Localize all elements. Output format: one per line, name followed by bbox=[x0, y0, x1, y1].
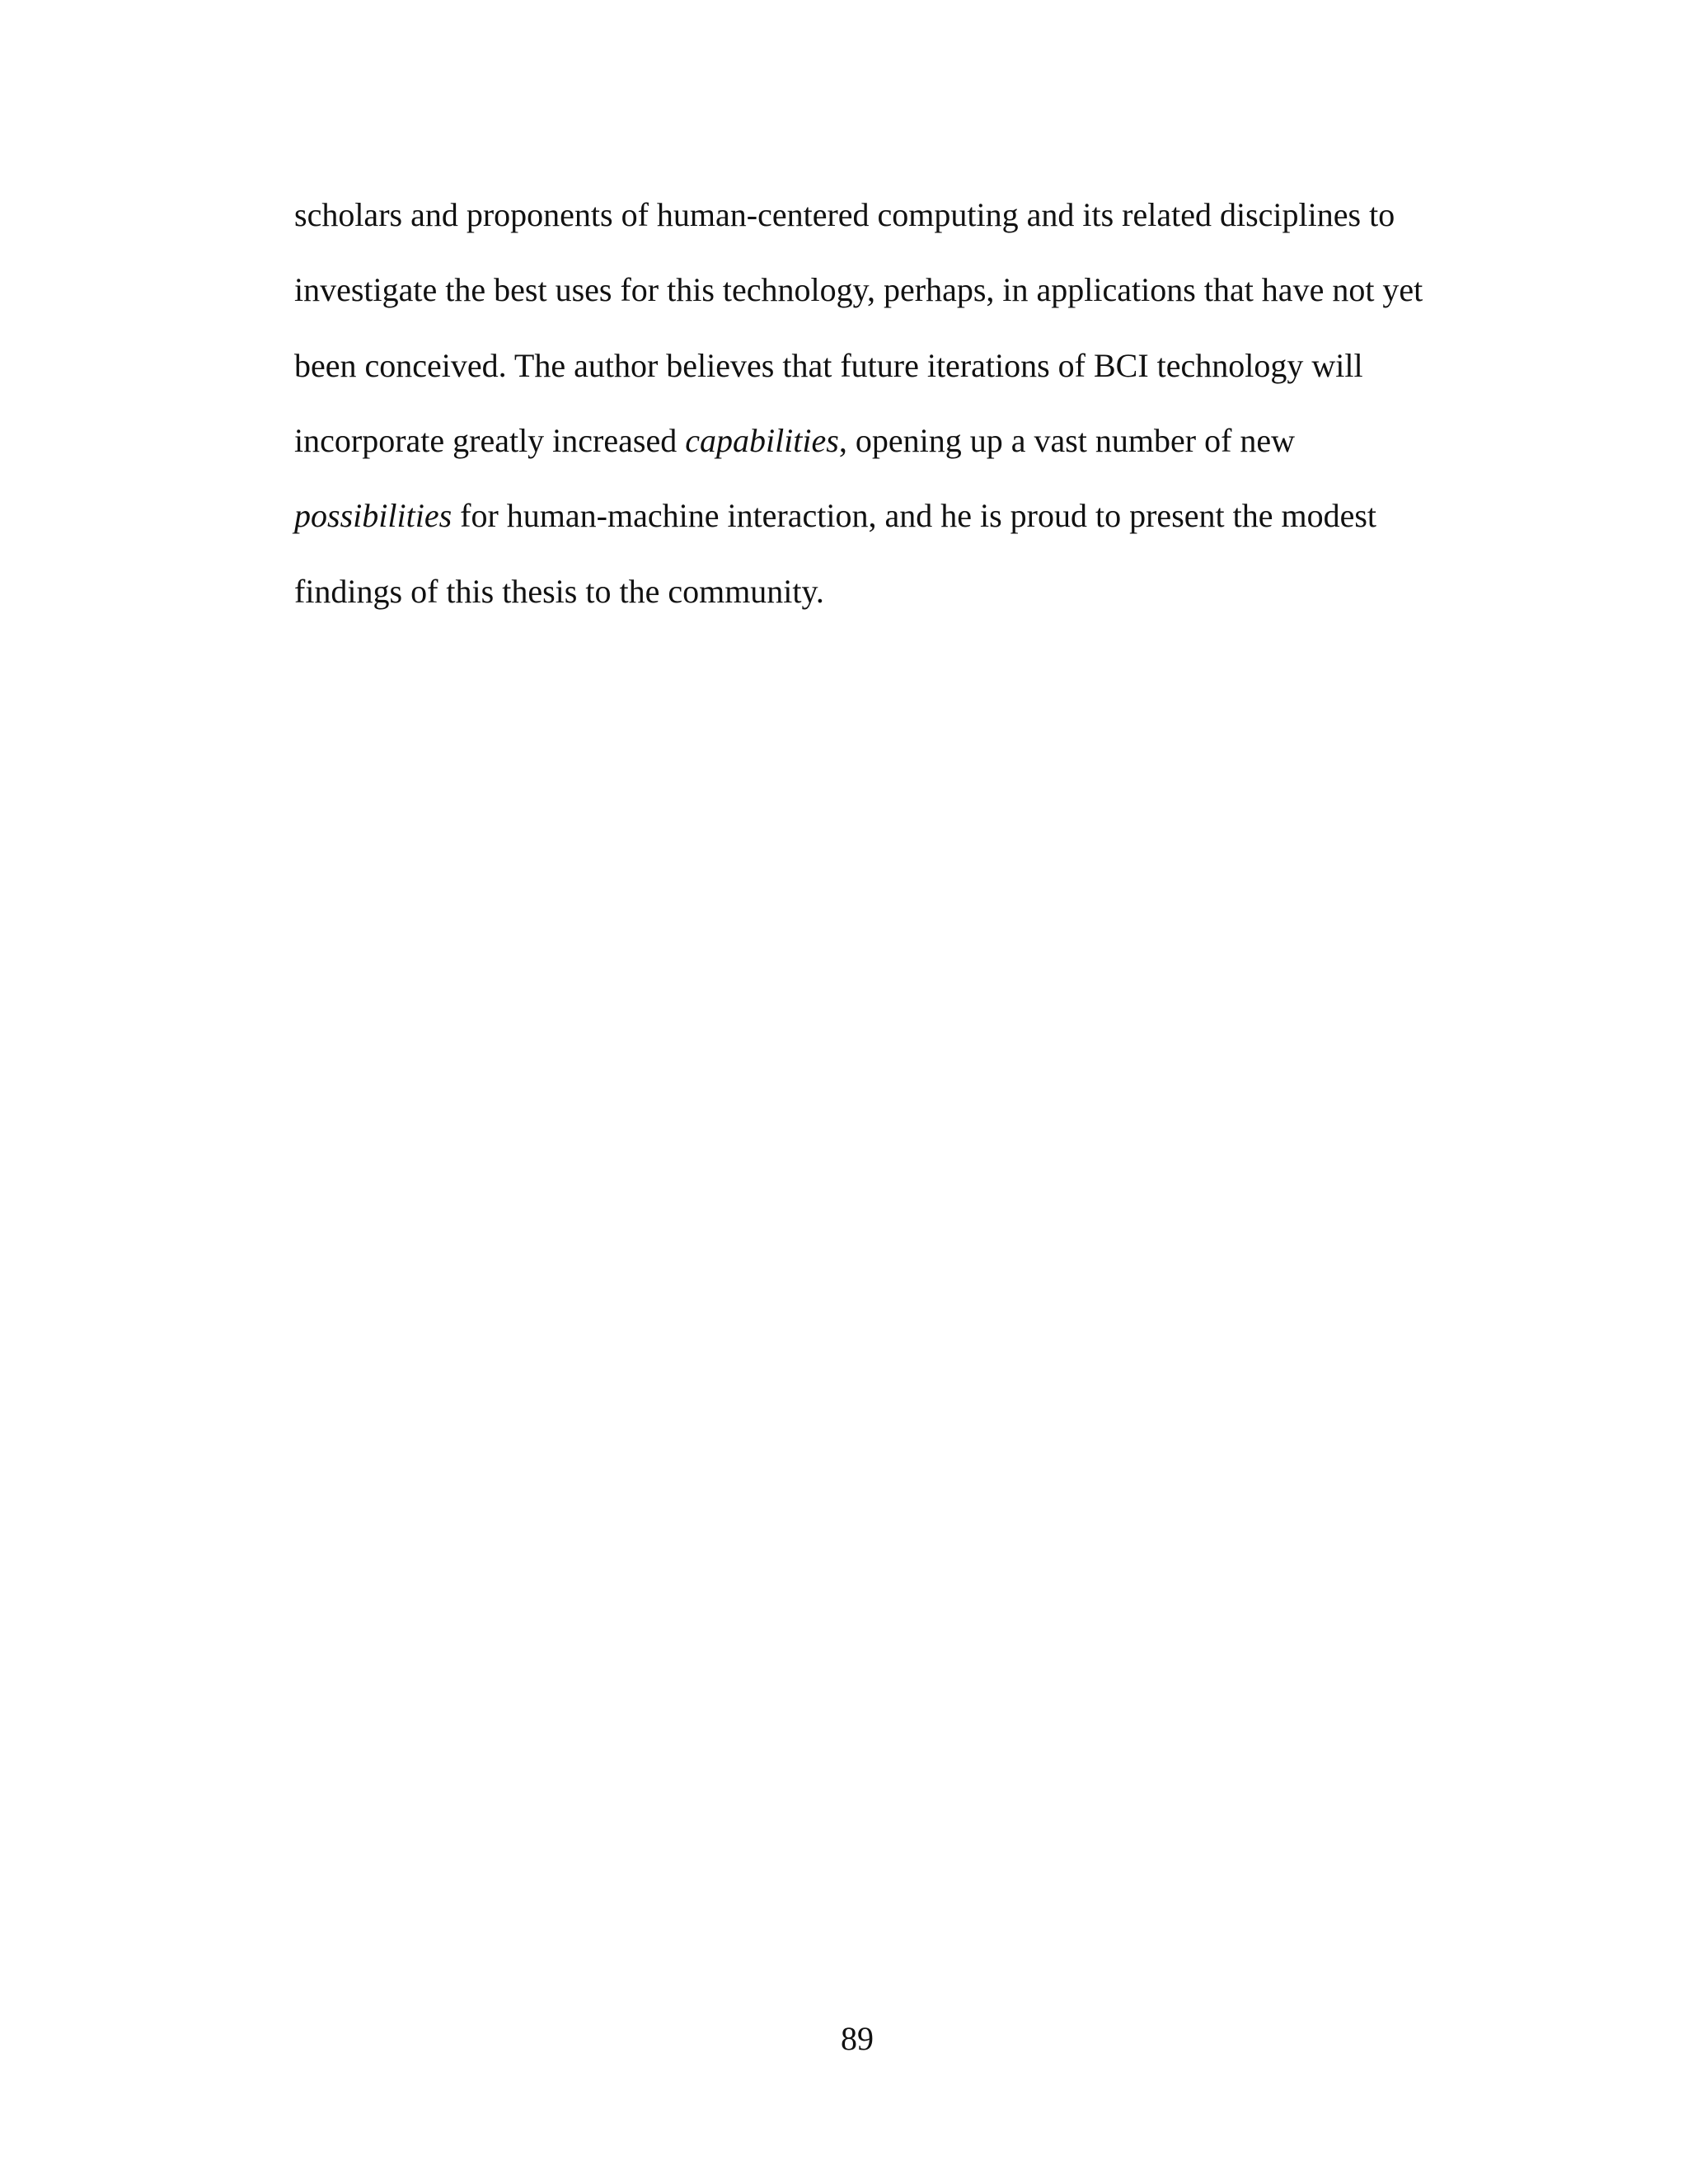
text-run: , opening up a vast number of new bbox=[838, 422, 1296, 459]
body-text-line: investigate the best uses for this technology, perhaps, in applications that have not yet bbox=[294, 271, 1423, 308]
italic-term-possibilities: possibilities bbox=[294, 497, 452, 534]
body-text-line: findings of this thesis to the community. bbox=[294, 573, 824, 610]
body-text-line: been conceived. The author believes that future iterations of BCI technology will bbox=[294, 347, 1363, 384]
body-text-line bbox=[294, 421, 1295, 461]
text-run: for human-machine interaction, and he is proud to present the modest bbox=[452, 497, 1377, 534]
body-text-line bbox=[294, 496, 1376, 536]
body-text-line: scholars and proponents of human-centered computing and its related disciplines to bbox=[294, 196, 1395, 233]
italic-term-capabilities: capabilities bbox=[685, 422, 839, 459]
page-number: 89 bbox=[841, 2020, 874, 2057]
text-run: incorporate greatly increased bbox=[294, 422, 686, 459]
